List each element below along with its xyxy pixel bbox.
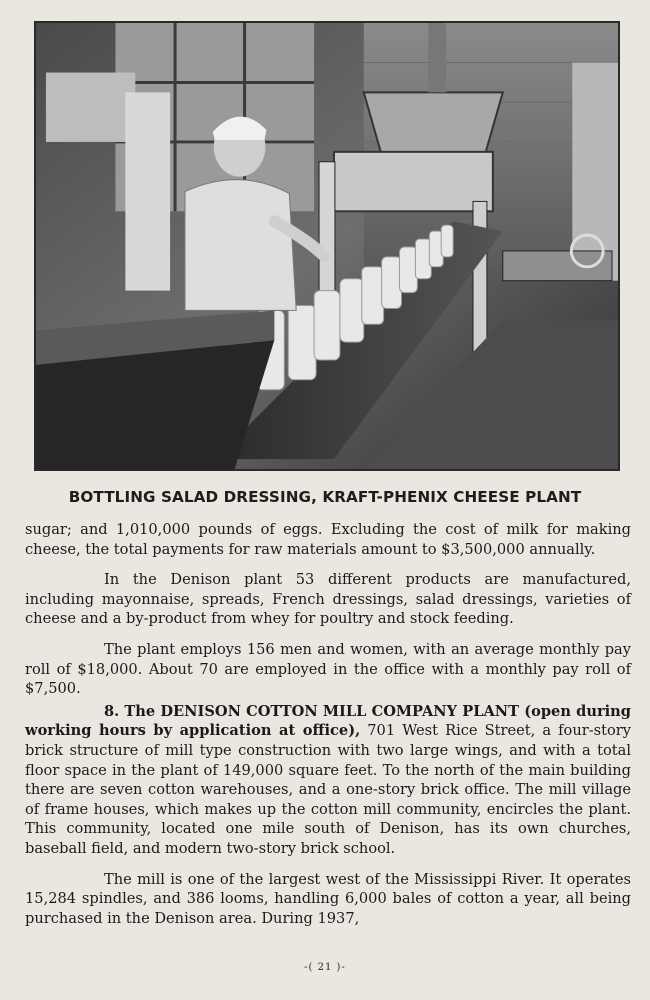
bottling-line-photo xyxy=(36,23,618,469)
page-number: -( 21 )- xyxy=(304,962,346,973)
paragraph-body: 701 West Rice Street, a four-story brick structure of mill type construction with two large wings, and with a total floor space in the plant of 149,000 square feet. To the north of the main building there are seven cotton warehouses, and a one-story brick office. The mill village of frame houses, which makes up the cotton mill community, encircles the plant. This community, located one mile south of Denison, has its own churches, baseball field, and modern two-story brick school. xyxy=(25,722,632,857)
factory-photo xyxy=(34,21,620,471)
photo-caption: BOTTLING SALAD DRESSING, KRAFT-PHENIX CHEESE PLANT xyxy=(68,488,582,506)
paragraph: The mill is one of the largest west of the Mississippi River. It operates 15,284 spindles, and 386 looms, handling 6,000 bales of cotton a year, all being purchased in the Denison area. During 1937, xyxy=(25,870,631,927)
section-heading: 8. The DENISON COTTON MILL COMPANY PLANT (open during working hours by application at office), xyxy=(25,702,631,740)
paragraph: In the Denison plant 53 different products are manufactured, including mayonnaise, spreads, French dressings, salad dressings, varieties of cheese and a by-product from whey for poultry and stock feeding. xyxy=(25,571,631,628)
body-text xyxy=(25,520,631,939)
paragraph: sugar; and 1,010,000 pounds of eggs. Excluding the cost of milk for making cheese, the total payments for raw materials amount to $3,500,000 annually. xyxy=(25,521,631,558)
paragraph xyxy=(25,702,631,859)
paragraph: The plant employs 156 men and women, with an average monthly pay roll of $18,000. About 70 are employed in the office with a monthly pay roll of $7,500. xyxy=(25,640,631,698)
